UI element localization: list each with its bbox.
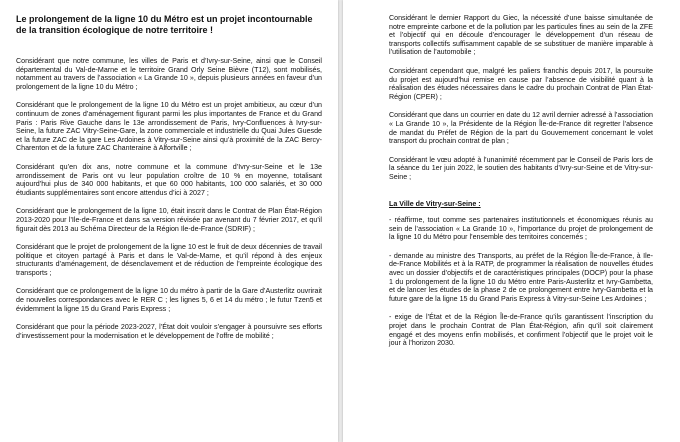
document-page-left (0, 0, 338, 442)
paragraph: Considérant que notre commune, les villes de Paris et d’Ivry-sur-Seine, ainsi que le Conseil départemental du Val-de-Marne et le territoire Grand Orly Seine Bièvre (T12), sont mobilisés, notamment au travers de l’association « La Grande 10 », depuis plusieurs années en faveur d’un prolongement de la ligne 10 du Métro ; (16, 57, 322, 91)
paragraph: Considérant que ce prolongement de la ligne 10 du métro à partir de la Gare d’Austerlitz ouvrirait de nouvelles correspondances avec le RER C ; les lignes 5, 6 et 14 du métro ; le futur Tzen5 et évidemment la ligne 15 du Grand Paris Express ; (16, 287, 322, 313)
document-title: Le prolongement de la ligne 10 du Métro est un projet incontournable de la transition écologique de notre territoire ! (16, 14, 313, 35)
paragraph: Considérant le vœu adopté à l’unanimité récemment par le Conseil de Paris lors de la séance du 1er juin 2022, le soutien des habitants d’Ivry-sur-Seine et de Vitry-sur-Seine ; (389, 155, 653, 181)
paragraph: Considérant que dans un courrier en date du 12 avril dernier adressé à l’association « La Grande 10 », la Présidente de la Région Île-de-France dit regretter l’absence de mandat du Préfet de Région de la part du Gouvernement concernant le volet transport du prochain contrat de plan ; (389, 111, 653, 146)
paragraph: Considérant qu’en dix ans, notre commune et la commune d’Ivry-sur-Seine et le 13e arrondissement de Paris ont vu leur population croître de 10 % en moyenne, totalisant aujourd’hui plus de 340 000 habitants, et que 60 000 habitants, 100 000 salariés, et 30 000 étudiants supplémentaires sont encore attendus d’ici à 2027 ; (16, 162, 322, 197)
resolution-item: - exige de l’État et de la Région Île-de-France qu’ils garantissent l’inscription du projet dans le prochain Contrat de Plan État-Région, afin qu’il soit clairement engagé et des moyens enfin mobilisés, et confirment l’objectif que le projet voit le jour à l’horizon 2030. (389, 313, 653, 348)
resolution-item: - demande au ministre des Transports, au préfet de la Région Île-de-France, à Ile-de-France Mobilités et à la RATP, de programmer la réalisation de nouvelles études avec un dossier d’objectifs et de caractéristiques principales (DOCP) pour la phase 1 du prolongement de la ligne 10 du Métro entre Paris-Austerlitz et Ivry-Gambetta, et de lancer les études de la phase 2 de ce prolongement entre Ivry-Gambetta et la future gare de la ligne 15 du Grand Paris Express à Vitry-sur-Seine Les Ardoines ; (389, 251, 653, 303)
paragraph: Considérant que pour la période 2023-2027, l’État doit vouloir s’engager à poursuivre ses efforts d’investissement pour la modernisation et le développement de l’offre de mobilité ; (16, 323, 322, 340)
document-page-right (343, 0, 680, 442)
paragraph: Considérant que le prolongement de la ligne 10 du Métro est un projet ambitieux, au cœur d’un continuum de zones d’aménagement figurant parmi les plus importantes de France et du Grand Paris : Paris Rive Gauche dans le 13e arrondissement de Paris, Ivry-Confluences à Ivry-sur-Seine, la future ZAC Vitry-Seine-Gare, la zone commerciale et industrielle du Quai Jules Guesde et la future ZAC de la gare Les Ardoines à Vitry-sur-Seine ainsi qu’à proximité de la ZAC Bercy-Charenton et de la future ZAC Chanteraine à Alfortville ; (16, 101, 322, 153)
right-page-text (389, 14, 653, 358)
paragraph: Considérant que le projet de prolongement de la ligne 10 est le fruit de deux décennies de travail politique et citoyen partagé à Paris et dans le Val-de-Marne, et qu’il répond à des enjeux structurants d’aménagement, de désenclavement et de réduction de l’empreinte écologique des transports ; (16, 243, 322, 277)
paragraph: Considérant que le prolongement de la ligne 10, était inscrit dans le Contrat de Plan État-Région 2013-2020 pour l’Ile-de-France et dans sa version révisée par avenant du 7 février 2017, et qu’il figurait dès 2013 au Schéma Directeur de la Région Ile-de-France (SDRIF) ; (16, 207, 322, 233)
resolution-item: - réaffirme, tout comme ses partenaires institutionnels et économiques réunis au sein de l’association « La Grande 10 », l’importance du projet de prolongement de la ligne 10 du Métro pour l’ensemble des territoires concernés ; (389, 216, 653, 242)
paragraph: Considérant cependant que, malgré les paliers franchis depuis 2017, la poursuite du projet est aujourd’hui remise en cause par l’absence de visibilité quant à la réalisation des études nécessaires dans le cadre du prochain Contrat de Plan État-Région (CPER) ; (389, 66, 653, 101)
paragraph: Considérant le dernier Rapport du Giec, la nécessité d’une baisse simultanée de notre empreinte carbone et de la pollution par les particules fines au sein de la ZFE et l’objectif qui en découle d’encourager le développement d’un réseau de transports collectifs suffisamment capable de se substituer de manière imparable à l’utilisation de l’automobile ; (389, 14, 653, 57)
left-page-text (16, 14, 322, 350)
section-title: La Ville de Vitry-sur-Seine : (389, 199, 481, 208)
